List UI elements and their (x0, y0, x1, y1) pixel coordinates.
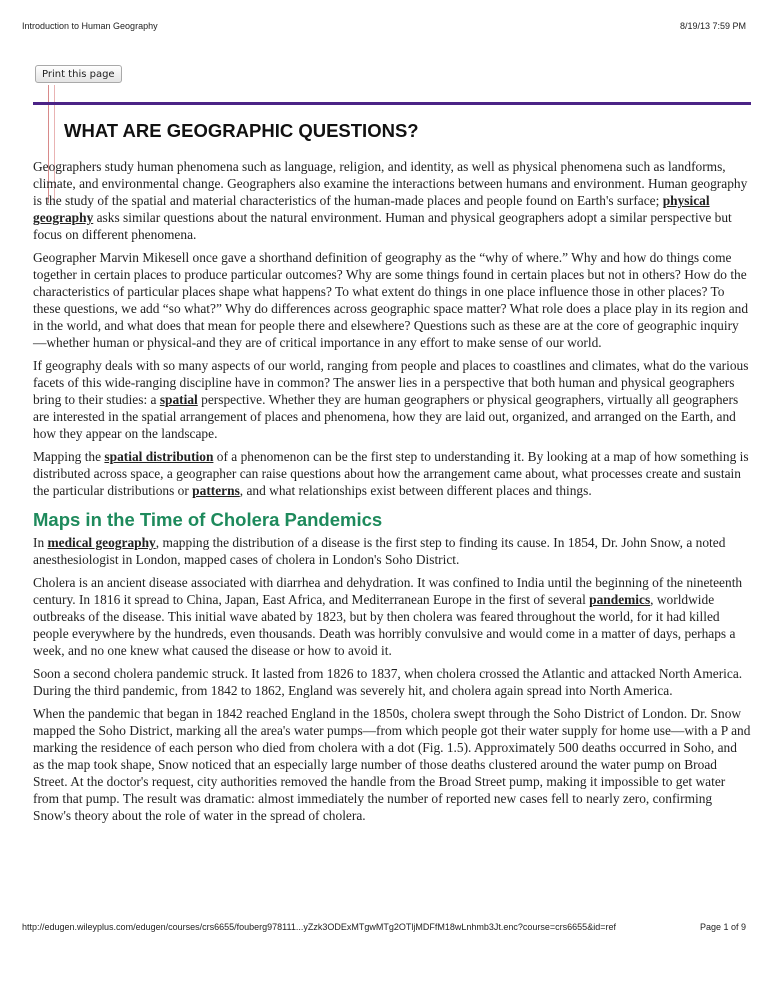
paragraph: Geographer Marvin Mikesell once gave a shorthand definition of geography as the “why of where.” Why and how do things come together in certain places to produce particular outcomes? Why are some things found in certain places but not in others? How do the characteristics of particular places shape what happens? To what extent do things in one place influence those in other places? To these questions, we add “so what?” Why do differences across geographic space matter? What role does a place play in its region and in the world, and what does that mean for people there and elsewhere? Questions such as these are at the core of geographic inquiry—whether human or physical-and they are of critical importance in any effort to make sense of our world. (33, 250, 749, 350)
paragraph-text: , mapping the distribution of a disease is the first step to finding its cause. In 1854, Dr. John Snow, a noted anesthesiologist in London, mapped cases of cholera in London's Soho District. (33, 535, 726, 567)
section-heading: Maps in the Time of Cholera Pandemics (33, 509, 383, 530)
page-title: WHAT ARE GEOGRAPHIC QUESTIONS? (64, 120, 419, 141)
glossary-link-patterns[interactable]: patterns (192, 483, 240, 498)
glossary-link-physical-geography[interactable]: physical geography (33, 193, 710, 225)
paragraph-text: perspective. Whether they are human geographers or physical geographers, virtually all geographers are interested in the spatial arrangement of places and phenomena, how they are laid out, organized, and arranged on the Earth, and how they appear on the landscape. (33, 392, 739, 441)
paragraph-text: Mapping the (33, 449, 105, 464)
paragraph: When the pandemic that began in 1842 reached England in the 1850s, cholera swept through the Soho District of London. Dr. Snow mapped the Soho District, marking all the area's water pumps—from which people got their water supply for home use—with a P and marking the residence of each person who died from cholera with a dot (Fig. 1.5). Approximately 500 deaths occurred in Soho, and as the map took shape, Snow noticed that an especially large number of those deaths clustered around the water pump on Broad Street. At the doctor's request, city authorities removed the handle from the Broad Street pump, making it impossible to get water from that pump. The result was dramatic: almost immediately the number of reported new cases fell to nearly zero, confirming Snow's theory about the role of water in the spread of cholera. (33, 706, 751, 823)
paragraph: Soon a second cholera pandemic struck. It lasted from 1826 to 1837, when cholera crossed the Atlantic and attacked North America. During the third pandemic, from 1842 to 1862, England was severely hit, and cholera again spread into North America. (33, 666, 743, 698)
page-number: Page 1 of 9 (699, 922, 746, 932)
paragraph-text: If geography deals with so many aspects of our world, ranging from people and places to coastlines and climates, what do the various facets of this wide-ranging discipline have in common? The answer lies in a perspective that both human and physical geographers bring to their studies: a (33, 358, 749, 407)
paragraph-text: , and what relationships exist between different places and things. (239, 483, 592, 498)
print-datetime: 8/19/13 7:59 PM (679, 21, 746, 31)
paragraph (33, 357, 751, 442)
paragraph-text: Geographers study human phenomena such as language, religion, and identity, as well as physical phenomena such as landforms, climate, and environmental change. Geographers also examine the interactions between humans and environment. Human geography is the study of the spatial and material characteristics of the human-made places and people found on Earth's surface; (33, 159, 748, 208)
header-rule (33, 102, 751, 105)
paragraph (33, 534, 751, 568)
paragraph (33, 448, 751, 499)
page-url: http://edugen.wileyplus.com/edugen/courses/crs6655/fouberg978111...yZzk3ODExMTgwMTg2OTljMDFfM18wLnhmb3Jt.enc?course=crs6655&id=ref (22, 922, 616, 932)
paragraph (33, 574, 751, 659)
glossary-link-pandemics[interactable]: pandemics (589, 592, 651, 607)
paragraph-text: Cholera is an ancient disease associated with diarrhea and dehydration. It was confined to India until the beginning of the nineteenth century. In 1816 it spread to China, Japan, East Africa, and Mediterranean Europe in the first of several (33, 575, 743, 607)
document-title: Introduction to Human Geography (22, 21, 158, 31)
glossary-link-spatial-distribution[interactable]: spatial distribution (104, 449, 214, 464)
paragraph-text: of a phenomenon can be the first step to understanding it. By looking at a map of how something is distributed across space, a geographer can raise questions about how the arrangement came about, what processes create and sustain the particular distributions or (33, 449, 749, 498)
print-page-button[interactable]: Print this page (35, 65, 122, 83)
paragraph (33, 158, 751, 243)
glossary-link-medical-geography[interactable]: medical geography (47, 535, 156, 550)
paragraph-text: In (33, 535, 48, 550)
paragraph-text: asks similar questions about the natural environment. Human and physical geographers adopt a similar perspective but focus on different phenomena. (33, 210, 732, 242)
glossary-link-spatial[interactable]: spatial (159, 392, 198, 407)
paragraph-text: , worldwide outbreaks of the disease. This initial wave abated by 1823, but by then cholera was feared throughout the world, for it had killed people everywhere by the hundreds, even thousands. Death was horribly convulsive and would come in a matter of days, perhaps a week, and no one knew what caused the disease or how to avoid it. (33, 592, 736, 658)
article-body (33, 158, 751, 830)
